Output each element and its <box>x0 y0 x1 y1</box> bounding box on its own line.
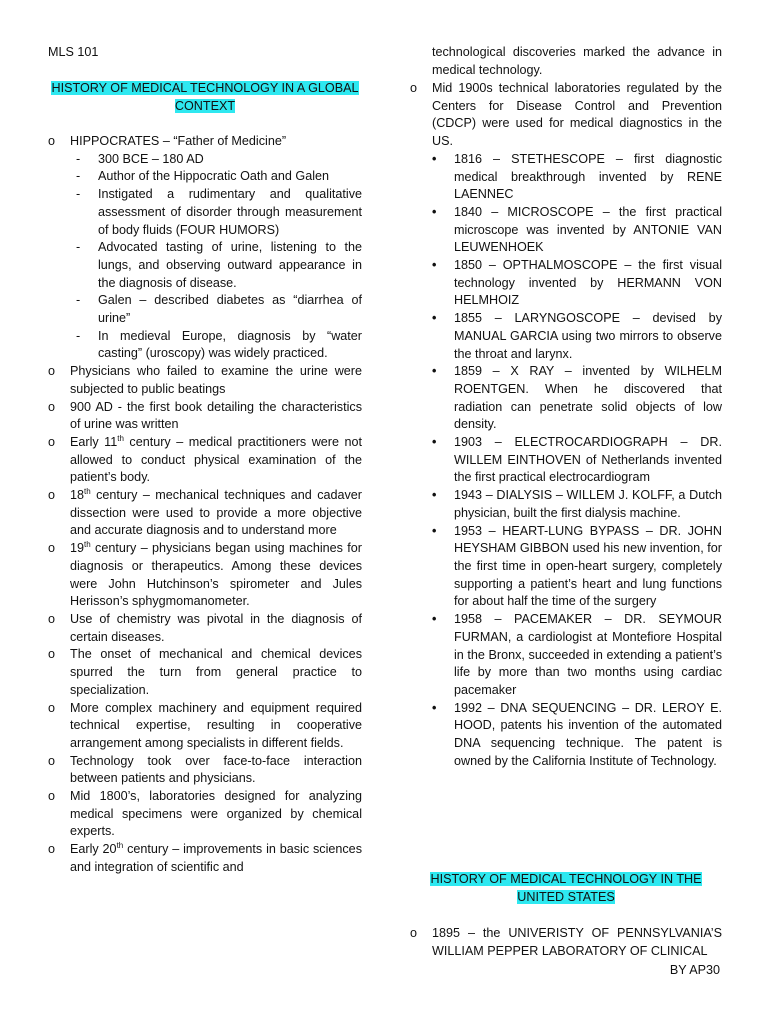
timeline-item-pacemaker: • 1958 – PACEMAKER – DR. SEYMOUR FURMAN, a cardiologist at Montefiore Hospital in the Bronx, succeeded in extending a patient’s life by more than two months using cardiac pacemaker <box>432 611 722 700</box>
list-item-first-book: o 900 AD - the first book detailing the characteristics of urine was written <box>48 399 362 434</box>
timeline-item-microscope: • 1840 – MICROSCOPE – the first practical microscope was invented by ANTONIE VAN LEUWENHOEK <box>432 204 722 257</box>
timeline-item-xray: • 1859 – X RAY – invented by WILHELM ROENTGEN. When he discovered that radiation can penetrate solid objects of low density. <box>432 363 722 434</box>
timeline-item-heart-lung-bypass: • 1953 – HEART-LUNG BYPASS – DR. JOHN HEYSHAM GIBBON used his new invention, for the first time in open-heart surgery, completely supporting a patient’s heart and lung functions for about half the time of the surgery <box>432 523 722 612</box>
list-item-upenn: o 1895 – the UNIVERISTY OF PENNSYLVANIA’S WILLIAM PEPPER LABORATORY OF CLINICAL <box>410 925 722 960</box>
list-item: - In medieval Europe, diagnosis by “water casting” (uroscopy) was widely practiced. <box>76 328 362 363</box>
list-item-cdcp: o Mid 1900s technical laboratories regulated by the Centers for Disease Control and Prevention (CDCP) were used for medical diagnostics in the US. • 1816 – STETHESCOPE – first diagnostic medical breakthrough invented by RENE LAENNEC • 1840 – MICROSCOPE – the first practical microscope was invented by ANTONIE VAN LEUWENHOEK • 1850 – OPTHALMOSCOPE – the first visual technology invented by HERMANN VON HELMHOIZ • 1855 – LARYNGOSCOPE – devised by MANUAL GARCIA using two mirrors to observe the throat and larynx. • 1859 – X RAY – invented by WILHELM ROENTGEN. When he discovered that radiation can penetrate solid objects of low density. • 1903 – ELECTROCARDIOGRAPH – DR. WILLEM EINTHOVEN of Netherlands invented the first practical electrocardiogram • 1943 – DIALYSIS – WILLEM J. KOLFF, a Dutch physician, built the first dialysis machine. • 1953 – HEART-LUNG BYPASS – DR. JOHN HEYSHAM GIBBON used his new invention, for the first time in open-heart surgery, completely supporting a patient’s heart and lung functions for about half the time of the surgery • 1958 – PACEMAKER – DR. SEYMOUR FURMAN, a cardiologist at Montefiore Hospital in the Bronx, succeeded in extending a patient’s life by more than two months using cardiac pacemaker • 1992 – DNA SEQUENCING – DR. LEROY E. HOOD, patents his invention of the automated DNA sequencing technique. The patent is owned by the California Institute of Technology. <box>410 80 722 770</box>
continuation-text: technological discoveries marked the advance in medical technology. <box>432 45 722 77</box>
us-institutions-list <box>410 925 722 960</box>
list-item-specialization: o The onset of mechanical and chemical devices spurred the turn from general practice to specialization. <box>48 646 362 699</box>
list-item: - Galen – described diabetes as “diarrhea of urine” <box>76 292 362 327</box>
course-code: MLS 101 <box>48 45 99 59</box>
list-item-11th-century: o Early 11th century – medical practitioners were not allowed to conduct physical examination of the patient’s body. <box>48 434 362 487</box>
global-history-list <box>48 133 362 877</box>
us-history-list <box>410 80 722 770</box>
invention-timeline <box>432 151 722 771</box>
list-item-beatings: o Physicians who failed to examine the urine were subjected to public beatings <box>48 363 362 398</box>
list-item-hippocrates: o HIPPOCRATES – “Father of Medicine” - 300 BCE – 180 AD - Author of the Hippocratic Oath and Galen - Instigated a rudimentary and qualitative assessment of disorder through measurement of body fluids (FOUR HUMORS) - Advocated tasting of urine, listening to the lungs, and observing outward appearance in the diagnosis of disease. - Galen – described diabetes as “diarrhea of urine” - In medieval Europe, diagnosis by “water casting” (uroscopy) was widely practiced. <box>48 133 362 363</box>
list-item: - Advocated tasting of urine, listening to the lungs, and observing outward appearance in the diagnosis of disease. <box>76 239 362 292</box>
global-context-heading: HISTORY OF MEDICAL TECHNOLOGY IN A GLOBAL CONTEXT <box>51 81 359 113</box>
timeline-item-dialysis: • 1943 – DIALYSIS – WILLEM J. KOLFF, a Dutch physician, built the first dialysis machine. <box>432 487 722 522</box>
timeline-item-laryngoscope: • 1855 – LARYNGOSCOPE – devised by MANUAL GARCIA using two mirrors to observe the throat and larynx. <box>432 310 722 363</box>
united-states-heading: HISTORY OF MEDICAL TECHNOLOGY IN THE UNITED STATES <box>430 872 702 904</box>
list-item-18th-century: o 18th century – mechanical techniques and cadaver dissection were used to provide a more objective and accurate diagnosis and to understand more <box>48 487 362 540</box>
list-item-20th-century: o Early 20th century – improvements in basic sciences and integration of scientific and <box>48 841 362 876</box>
list-item-19th-century: o 19th century – physicians began using machines for diagnosis or therapeutics. Among these devices were John Hutchinson’s spirometer and Jules Herisson’s sphygmomanometer. <box>48 540 362 611</box>
list-item: - Author of the Hippocratic Oath and Galen <box>76 168 362 186</box>
timeline-item-dna-sequencing: • 1992 – DNA SEQUENCING – DR. LEROY E. HOOD, patents his invention of the automated DNA sequencing technique. The patent is owned by the California Institute of Technology. <box>432 700 722 771</box>
list-item-mid-1800s: o Mid 1800’s, laboratories designed for analyzing medical specimens were organized by chemical experts. <box>48 788 362 841</box>
list-item: - Instigated a rudimentary and qualitative assessment of disorder through measurement of body fluids (FOUR HUMORS) <box>76 186 362 239</box>
hippocrates-details <box>76 151 362 363</box>
list-item-machinery: o More complex machinery and equipment required technical expertise, resulting in cooperative arrangement among specialists in different fields. <box>48 700 362 753</box>
timeline-item-ophthalmoscope: • 1850 – OPTHALMOSCOPE – the first visual technology invented by HERMANN VON HELMHOIZ <box>432 257 722 310</box>
list-item: - 300 BCE – 180 AD <box>76 151 362 169</box>
author-footer: BY AP30 <box>669 963 720 977</box>
list-item-chemistry: o Use of chemistry was pivotal in the diagnosis of certain diseases. <box>48 611 362 646</box>
timeline-item-electrocardiograph: • 1903 – ELECTROCARDIOGRAPH – DR. WILLEM EINTHOVEN of Netherlands invented the first practical electrocardiogram <box>432 434 722 487</box>
timeline-item-stethoscope: • 1816 – STETHESCOPE – first diagnostic medical breakthrough invented by RENE LAENNEC <box>432 151 722 204</box>
list-item-face-to-face: o Technology took over face-to-face interaction between patients and physicians. <box>48 753 362 788</box>
